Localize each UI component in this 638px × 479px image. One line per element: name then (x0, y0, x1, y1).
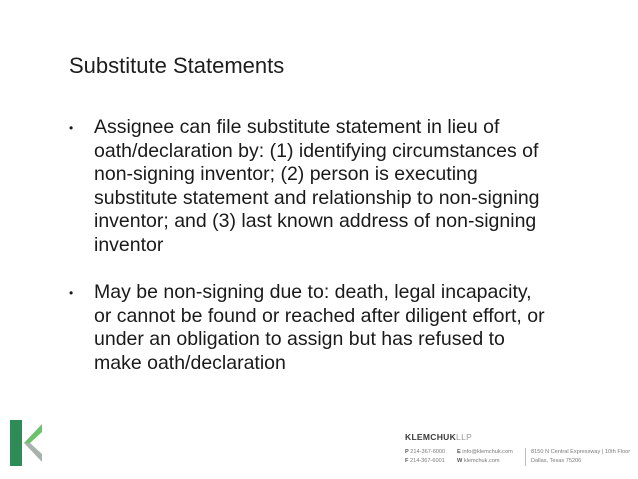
bullet-text: May be non-signing due to: death, legal incapacity, or cannot be found or reached after diligent effort, or under an obligation to assign but has refused to make oath/declaration (94, 281, 545, 374)
footer-contact (405, 432, 635, 472)
brand-suffix: LLP (456, 432, 473, 442)
klemchuk-logo-icon (10, 420, 44, 466)
slide-title: Substitute Statements (69, 53, 285, 78)
brand-name: KLEMCHUK (405, 432, 457, 442)
footer-web: E info@klemchuk.com W klemchuk.com (457, 449, 513, 464)
bullet-item (69, 116, 549, 257)
bullet-marker: • (69, 286, 74, 300)
footer-address: 8150 N Central Expressway | 10th Floor Dallas, Texas 75206 (531, 449, 631, 464)
bullet-text: Assignee can file substitute statement in lieu of oath/declaration by: (1) identifying circumstances of non-signing inventor; (2) person is executing substitute statement and relationship to non-signing inventor; and (3) last known address of non-signing inventor (94, 116, 540, 256)
footer-brand (405, 432, 472, 442)
bullet-item (69, 281, 549, 375)
website-link[interactable]: klemchuk.com (463, 458, 500, 464)
email-link[interactable]: info@klemchuk.com (462, 449, 513, 455)
footer-divider (525, 448, 526, 466)
bullet-marker: • (69, 121, 74, 135)
phone: 214-367-6000 (410, 449, 446, 455)
bullet-list (69, 116, 549, 399)
fax: 214-367-6001 (409, 458, 445, 464)
footer-phones: P 214-367-6000 F 214-367-6001 (405, 449, 446, 464)
